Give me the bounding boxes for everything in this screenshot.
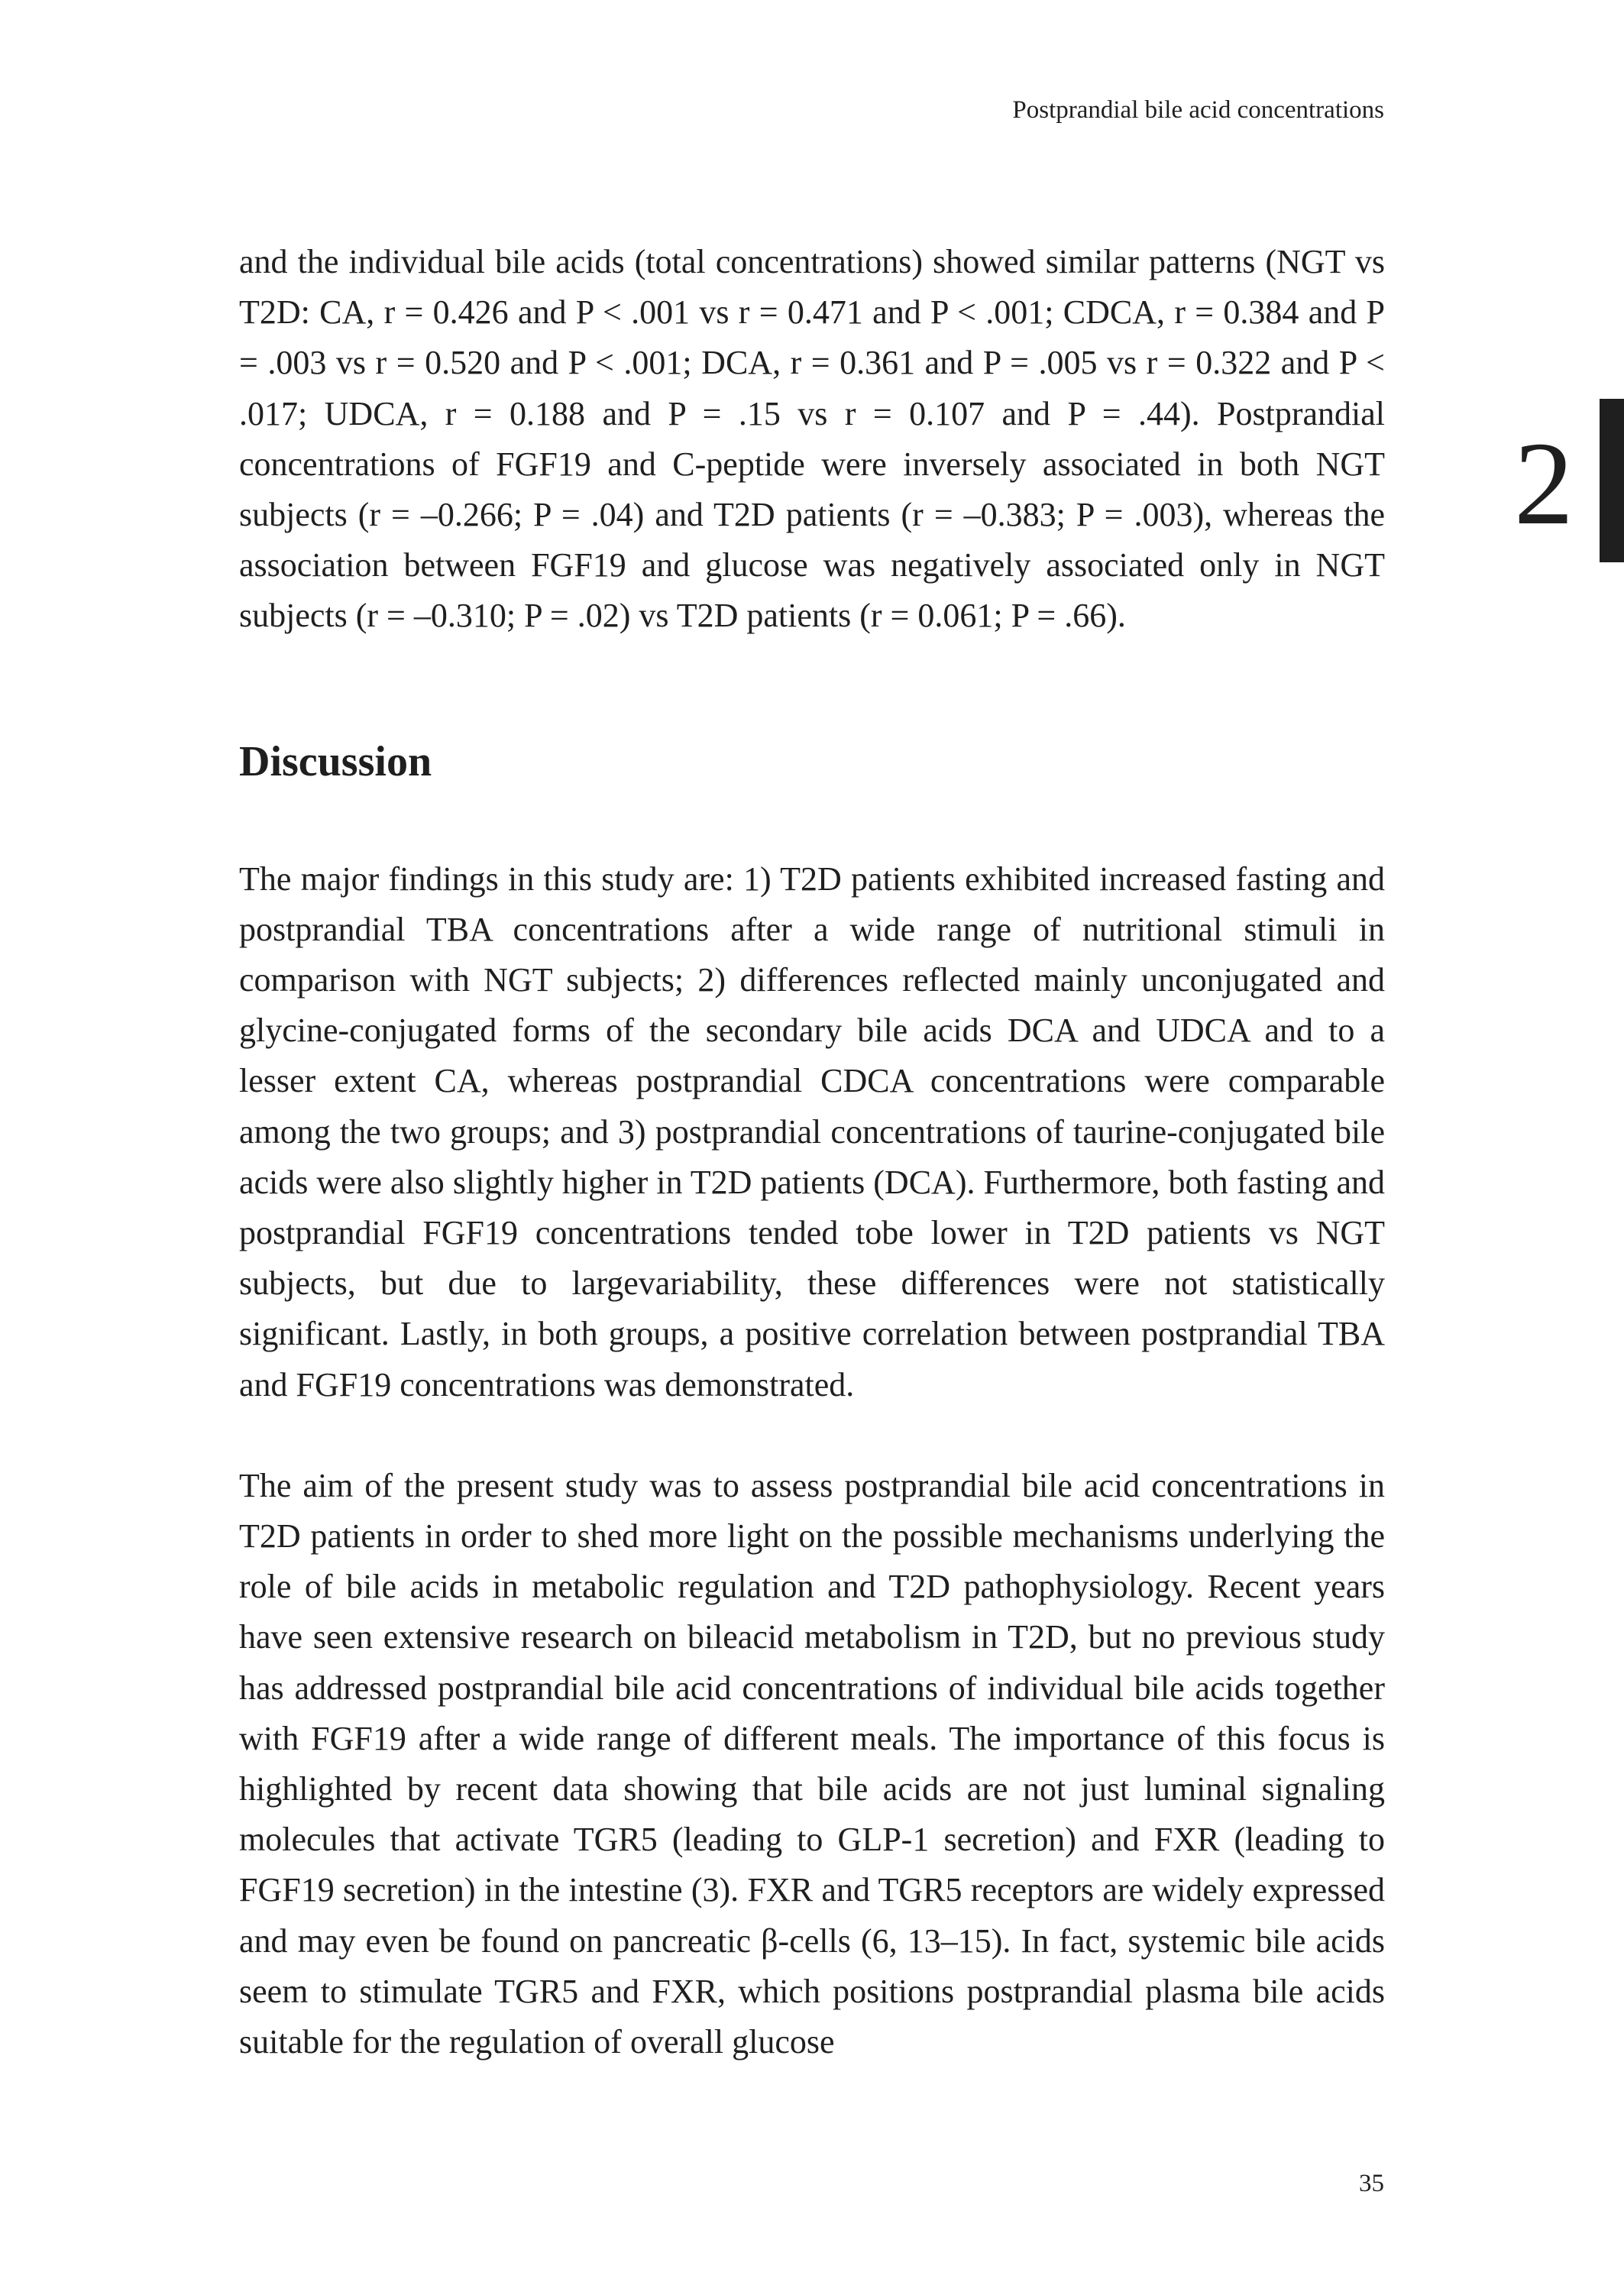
chapter-number: 2	[1514, 417, 1574, 549]
discussion-paragraph-1: The major findings in this study are: 1) T2D patients exhibited increased fasting and postprandial TBA concentrations after a wide range of nutritional stimuli in comparison with NGT subjects; 2) differences reflected mainly unconjugated and glycine-conjugated forms of the secondary bile acids DCA and UDCA and to a lesser extent CA, whereas postprandial CDCA concentrations were comparable among the two groups; and 3) postprandial concentrations of taurine-conjugated bile acids were also slightly higher in T2D patients (DCA). Furthermore, both fasting and postprandial FGF19 concentrations tended tobe lower in T2D patients vs NGT subjects, but due to largevariability, these differences were not statistically significant. Lastly, in both groups, a positive correlation between postprandial TBA and FGF19 concentrations was demonstrated.	[239, 860, 1385, 1403]
discussion-heading: Discussion	[239, 737, 432, 785]
chapter-tab-bar	[1600, 399, 1624, 562]
results-continuation-paragraph: and the individual bile acids (total concentrations) showed similar patterns (NGT vs T2D: CA, r = 0.426 and P < .001 vs r = 0.471 and P < .001; CDCA, r = 0.384 and P = .003 vs r = 0.520 and P < .001; DCA, r = 0.361 and P = .005 vs r = 0.322 and P < .017; UDCA, r = 0.188 and P = .15 vs r = 0.107 and P = .44). Postprandial concentrations of FGF19 and C-peptide were inversely associated in both NGT subjects (r = –0.266; P = .04) and T2D patients (r = –0.383; P = .003), whereas the association between FGF19 and glucose was negatively associated only in NGT subjects (r = –0.310; P = .02) vs T2D patients (r = 0.061; P = .66).	[239, 243, 1385, 635]
discussion-paragraph-2: The aim of the present study was to assess postprandial bile acid concentrations in T2D patients in order to shed more light on the possible mechanisms underlying the role of bile acids in metabolic regulation and T2D pathophysiology. Recent years have seen extensive research on bileacid metabolism in T2D, but no previous study has addressed postprandial bile acid concentrations of individual bile acids together with FGF19 after a wide range of different meals. The importance of this focus is highlighted by recent data showing that bile acids are not just luminal signaling molecules that activate TGR5 (leading to GLP-1 secretion) and FXR (leading to FGF19 secretion) in the intestine (3). FXR and TGR5 receptors are widely expressed and may even be found on pancreatic β-cells (6, 13–15). In fact, systemic bile acids seem to stimulate TGR5 and FXR, which positions postprandial plasma bile acids suitable for the regulation of overall glucose	[239, 1466, 1385, 2061]
running-header: Postprandial bile acid concentrations	[1012, 96, 1384, 124]
page-body	[239, 237, 1385, 2067]
page-number: 35	[1359, 2170, 1384, 2197]
